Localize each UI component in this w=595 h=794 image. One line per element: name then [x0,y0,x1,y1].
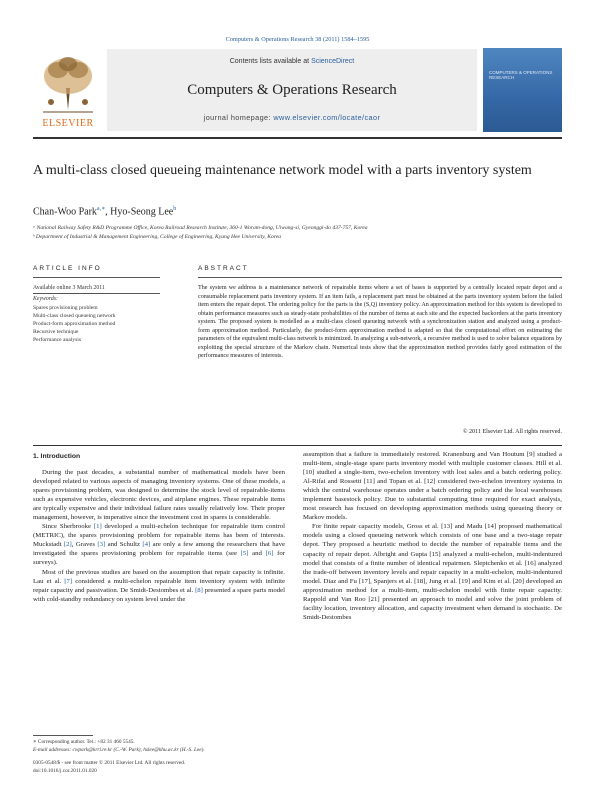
reference-link[interactable]: [5] [240,550,249,558]
email-addresses[interactable]: E-mail addresses: cwpark@krri.re.kr (C.-W. Park), hslee@khu.ac.kr (H.-S. Lee). [33,747,205,753]
right-column-body [303,450,562,622]
corresponding-author: ∗ Corresponding author. Tel.: +82 31 460 5545. [33,739,135,745]
cover-title: COMPUTERS & OPERATIONS RESEARCH [489,70,553,80]
article-title: A multi-class closed queueing maintenance network model with a parts inventory system [33,163,532,178]
paragraph: assumption that a failure is immediately restored. Kranenburg and Van Houtum [9] studied a multi-item, single-stage spare parts inventory model with multiple customer classes. Hill et al. [10] studied a single-item, two-echelon inventory with lost sales and a batch ordering policy. Al-Rifai and Rossetti [11] and Topan et al. [12] considered two-echelon inventory systems in which the central warehouse operates under a batch ordering policy and the local warehouses implement basestock policy. Due to substantial computing time required for exact analysis, most research has focused on developing approximation methods using queueing theory or Markov models. [303,451,562,522]
text-run: Most of the previous studies are based on the assumption that repair capacity is infinite. Lau et al. [33,568,285,585]
doi-link[interactable]: doi:10.1016/j.cor.2011.01.020 [33,768,97,774]
keyword: Performance analysis [33,337,81,343]
author-name[interactable]: Chan-Woo Park [33,206,97,218]
affiliation-a: ᵃ National Railway Safety R&D Programme Office, Korea Railroad Research Institute, 360-1 Woram-dong, Uiwang-si, Gyeonggi-do 437-757, Korea [33,225,368,231]
section-rule [33,277,160,278]
sciencedirect-link[interactable]: ScienceDirect [311,58,355,65]
journal-homepage [107,113,477,122]
section-rule [33,293,160,294]
section-heading-introduction: 1. Introduction [33,453,81,460]
footnote-rule [33,735,93,736]
text-run: and Schultz [105,541,143,549]
available-online: Available online 3 March 2011 [33,285,105,291]
keywords-label: Keywords: [33,296,58,302]
reference-link[interactable]: [7] [64,577,73,585]
section-rule [33,445,562,446]
paragraph: During the past decades, a substantial number of mathematical models have been developed related to various aspects of managing inventory systems. One of these models, a spares provisioning problem, was designed to determine the stock level of repairable-items such as expensive vehicles, electronic devices, and airplane engines. These repairable items are typically expensive and their individual failure rates usually relatively low. Their proper management, however, is imperative since the investment cost in spares is considerable. [33,469,285,522]
issn-line: 0305-0548/$ - see front matter © 2011 Elsevier Ltd. All rights reserved. [33,760,186,766]
homepage-link[interactable]: www.elsevier.com/locate/caor [273,113,381,122]
author-affiliation-mark[interactable]: a,∗ [96,206,106,212]
text-run: developed a multi-echelon technique for repairable item control (METRIC), the spares provisioning problem for repairable items has been of interests. Muckstadt [33,523,285,549]
keyword: Product-form approximation method [33,321,116,327]
article-info-heading: ARTICLE INFO [33,265,102,272]
text-run: Since Sherbrooke [42,523,94,531]
abstract-text: The system we address is a maintenance network of repairable items where a set of bases is supported by a centrally located repair depot and a consumable replacement parts inventory system. If an item fails, a replacement part must be obtained at the parts inventory system before the failed item enters the repair depot. The ordering policy for the parts is the (S,Q) inventory policy. An approximation method for this system is developed to obtain performance measures such as steady-state probabilities of the number of items at each site and the expected backorders at the parts inventory system. The proposed system is modelled as a multi-class closed queueing network with a synchronization station and analyzed using a product-form approximation method. Particularly, the product-form approximation method is adapted so that the computational effort on estimating the parameters of the equivalent multi-class network is minimized. In analyzing a sub-network, a recursive method is used to solve balance equations by exploiting the special structure of the Markov chain. Numerical tests show that the approximation method provides fairly good estimation of the performance measures of interests. [198,285,562,360]
reference-link[interactable]: [6] [265,550,274,558]
author-line [33,205,176,217]
text-run: presented a spare parts model with cold-standby redundancy on system level under the [33,586,286,603]
reference-link[interactable]: [4] [142,541,151,549]
text-run: , Graves [71,541,98,549]
paragraph [33,568,285,604]
journal-cover-image [483,48,562,132]
reference-link[interactable]: [8] [195,586,203,594]
keyword: Recursive technique [33,329,79,335]
reference-link[interactable]: [2] [63,541,72,549]
section-rule [198,277,562,278]
reference-link[interactable]: [3] [97,541,106,549]
reference-link[interactable]: [1] [93,523,102,531]
text-run: for surveys). [33,550,285,567]
text-run: are only a few among the researchers that have investigated the spares provisioning problem for repairable items (see [33,541,285,558]
header-divider [33,137,562,139]
contents-line [107,58,477,65]
affiliation-b: ᵇ Department of Industrial & Management Engineering, College of Engineering, Kyung Hee University, Korea [33,234,282,240]
journal-title: Computers & Operations Research [187,82,397,98]
keyword: Multi-class closed queueing network [33,313,116,319]
paragraph [33,522,285,567]
author-affiliation-mark[interactable]: b [173,206,177,212]
keyword: Spares provisioning problem [33,305,98,311]
homepage-prefix: journal homepage: [203,113,274,122]
copyright-line: © 2011 Elsevier Ltd. All rights reserved. [462,429,562,435]
paragraph: For finite repair capacity models, Gross et al. [13] and Madu [14] proposed mathematical models using a closed queueing network which consists of one base and a two-stage repair depot. They proposed a heuristic method to decide the number of repairable items and the capacity of repair depot. Albright and Gupta [15] analyzed a multi-echelon, multi-indentured model that consists of a finite number of identical repairmen. Sleptchenko et al. [16] analyzed the trade-off between inventory levels and repair capacity in a multi-echelon, multi-indentured model. Diaz and Fu [17], Spanjers et al. [18], Jung et al. [19] and Kim et al. [20] developed an approximation method for a multi-item, multi-echelon model with finite repair capacity. Rappold and Van Roo [21] presented an approach to model and solve the joint problem of facility location, inventory allocation, and capacity investment when demand is stochastic. De Smidt-Destombes [303,523,562,621]
abstract-heading: ABSTRACT [198,265,249,272]
contents-prefix: Contents lists available at [229,58,312,65]
journal-reference[interactable]: Computers & Operations Research 38 (2011) 1584–1595 [225,36,370,43]
publisher-logo-text: ELSEVIER [42,118,94,129]
author-separator: , [105,206,111,218]
left-column-body [33,468,285,604]
text-run: considered a multi-echelon repairable item inventory system with infinite repair capacity and passivation. De Smidt-Destombes et al. [33,577,285,594]
author-name[interactable]: Hyo-Seong Lee [110,206,174,218]
text-run: and [248,550,266,558]
